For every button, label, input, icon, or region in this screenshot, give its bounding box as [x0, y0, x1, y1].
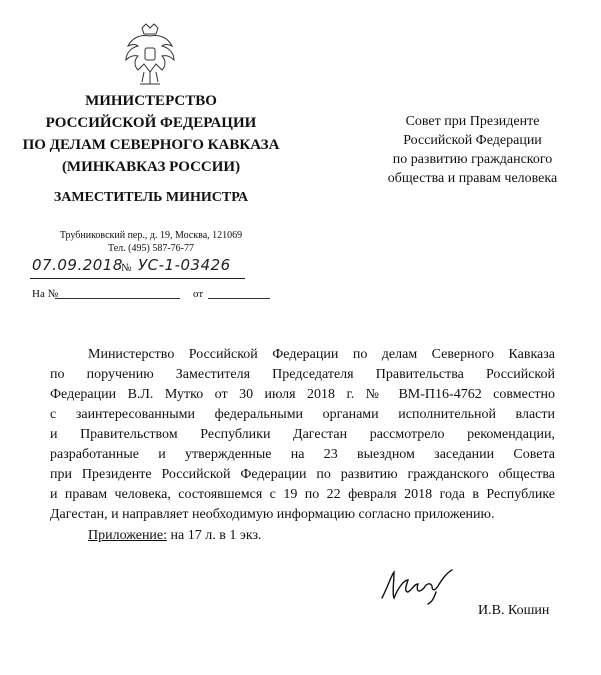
attachment-text: на 17 л. в 1 экз. — [167, 528, 262, 543]
addressee-line-1: Совет при Президенте — [405, 114, 540, 129]
reference-label: На № — [32, 288, 59, 300]
body-line: Министерство Российской Федерации по делам Северного Кавказа — [88, 347, 555, 362]
org-name-line-4: (МИНКАВКАЗ РОССИИ) — [61, 159, 241, 175]
body-line: и правам человека, состоявшемся с 19 по 22 февраля 2018 года в Республике — [50, 487, 555, 502]
org-name-line-2: РОССИЙСКОЙ ФЕДЕРАЦИИ — [45, 115, 257, 131]
body-line: и Правительством Республики Дагестан рассмотрело рекомендации, — [50, 427, 555, 442]
outgoing-date: 07.09.2018 — [32, 256, 123, 274]
org-name-line-3: ПО ДЕЛАМ СЕВЕРНОГО КАВКАЗА — [22, 137, 280, 153]
attachment-label: Приложение: — [88, 528, 168, 543]
org-name-line-1: МИНИСТЕРСТВО — [85, 93, 217, 109]
reference-number-line — [55, 298, 180, 299]
sender-phone: Тел. (495) 587-76-77 — [108, 243, 194, 254]
attachment-note — [88, 528, 262, 544]
handwritten-signature — [378, 566, 458, 606]
addressee-line-4: общества и правам человека — [387, 171, 558, 186]
body-line: при Президенте Российской Федерации по развитию гражданского общества — [50, 467, 555, 482]
sender-position: ЗАМЕСТИТЕЛЬ МИНИСТРА — [53, 190, 249, 205]
body-line: по поручению Заместителя Председателя Правительства Российской — [50, 367, 555, 382]
outgoing-number-sign: № — [121, 262, 132, 274]
sender-address: Трубниковский пер., д. 19, Москва, 121069 — [59, 230, 243, 241]
addressee-line-3: по развитию гражданского — [392, 152, 553, 167]
outgoing-number: УС-1-03426 — [138, 256, 231, 274]
addressee-line-2: Российской Федерации — [403, 133, 542, 148]
body-line: Федерации В.Л. Мутко от 30 июля 2018 г. № ВМ-П16-4762 совместно — [50, 387, 555, 402]
reference-date-line — [208, 298, 270, 299]
signer-name: И.В. Кошин — [478, 603, 550, 618]
coat-of-arms-icon — [118, 20, 182, 92]
body-line: с заинтересованными федеральными органами исполнительной власти — [50, 407, 555, 422]
body-line: Дагестан, и направляет необходимую информацию согласно приложению. — [50, 507, 495, 522]
body-line: разработанные и утвержденные на 23 выездном заседании Совета — [50, 447, 555, 462]
reference-from-label: от — [193, 288, 204, 300]
